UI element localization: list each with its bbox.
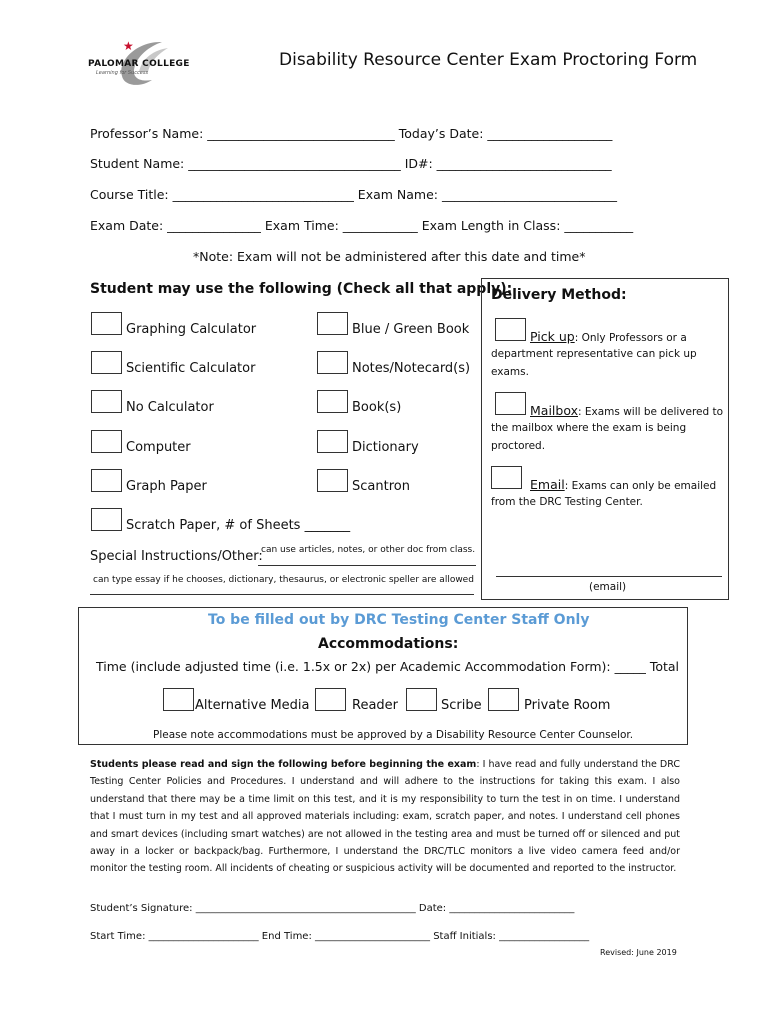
mailbox-text-b: the mailbox where the exam is being (491, 422, 687, 434)
email-caption: (email) (589, 581, 627, 593)
student-use-heading: Student may use the following (Check all that apply): (90, 281, 513, 297)
checkbox-books[interactable] (317, 390, 348, 413)
pickup-text-b: department representative can pick up (491, 348, 697, 360)
logo-name: PALOMAR COLLEGE (88, 59, 190, 69)
staff-only-title: To be filled out by DRC Testing Center Staff Only (208, 612, 590, 628)
checkbox-scantron[interactable] (317, 469, 348, 492)
pickup-text-c: exams. (491, 366, 529, 378)
checkbox-blue-green-book[interactable] (317, 312, 348, 335)
row-student-id[interactable]: Student Name: __________________________________ ID#: ____________________________ (90, 156, 612, 171)
agreement-body: : I have read and fully understand the DRC Testing Center Policies and Procedures. I understand and will adhere to the instructions for taking this exam. I also understand that there may be a time limit on this test, and it is my responsibility to turn the test in on time. I understand that I must turn in my test and all approved materials including: exam, scratch paper, and notes. I understand cell phones and smart devices (including smart watches) are not allowed in the testing area and must be turned off or silenced and put away in a locker or backpack/bag. Furthermore, I understand the DRC/TLC monitors a live video camera feed and/or monitor the testing room. All incidents of cheating or suspicious activity will be documented and reported to the instructor. (90, 759, 680, 875)
agreement-paragraph (90, 756, 680, 878)
mailbox-text-a: : Exams will be delivered to (578, 406, 724, 418)
label-blue-green-book: Blue / Green Book (352, 322, 470, 337)
signature-line[interactable]: Student’s Signature: ____________________________________________ Date: _________________________ (90, 903, 575, 914)
label-no-calculator: No Calculator (126, 400, 214, 415)
logo-tagline: Learning for Success (96, 70, 149, 76)
checkbox-private-room[interactable] (488, 688, 519, 711)
row-course-exam[interactable]: Course Title: _____________________________ Exam Name: ____________________________ (90, 187, 617, 202)
checkbox-reader[interactable] (315, 688, 346, 711)
revised-date: Revised: June 2019 (600, 948, 677, 957)
label-alternative-media: Alternative Media (195, 698, 310, 713)
pickup-text-a: : Only Professors or a (574, 332, 687, 344)
checkbox-graph-paper[interactable] (91, 469, 122, 492)
checkbox-computer[interactable] (91, 430, 122, 453)
checkbox-scribe[interactable] (406, 688, 437, 711)
checkbox-dictionary[interactable] (317, 430, 348, 453)
mailbox-label: Mailbox (530, 403, 578, 418)
svg-text:★: ★ (123, 39, 134, 53)
checkbox-graphing-calculator[interactable] (91, 312, 122, 335)
label-private-room: Private Room (524, 698, 611, 713)
special-instructions-underline-1 (258, 565, 476, 566)
label-computer: Computer (126, 440, 191, 455)
delivery-heading: Delivery Method: (491, 287, 627, 303)
special-instructions-text-1[interactable]: can use articles, notes, or other doc from class. (261, 545, 476, 555)
form-title: Disability Resource Center Exam Proctoring Form (279, 50, 698, 70)
special-instructions-text-2[interactable]: can type essay if he chooses, dictionary, thesaurus, or electronic speller are allowed (93, 575, 474, 585)
label-scratch-paper: Scratch Paper, # of Sheets _______ (126, 518, 351, 533)
email-label: Email (530, 477, 565, 492)
mailbox-option (530, 403, 723, 418)
times-line[interactable]: Start Time: ______________________ End Time: _______________________ Staff Initials: __________________ (90, 931, 590, 942)
checkbox-email[interactable] (491, 466, 522, 489)
row-professor-date[interactable]: Professor’s Name: ______________________________ Today’s Date: ____________________ (90, 126, 613, 141)
label-notes: Notes/Notecard(s) (352, 361, 471, 376)
label-reader: Reader (352, 698, 399, 713)
row-exam-date-time-length[interactable]: Exam Date: _______________ Exam Time: ____________ Exam Length in Class: ___________ (90, 218, 634, 233)
administration-note: *Note: Exam will not be administered after this date and time* (193, 249, 586, 264)
mailbox-text-c: proctored. (491, 440, 546, 452)
checkbox-alternative-media[interactable] (163, 688, 194, 711)
label-scientific-calculator: Scientific Calculator (126, 361, 256, 376)
label-books: Book(s) (352, 400, 402, 415)
checkbox-notes[interactable] (317, 351, 348, 374)
pickup-option (530, 329, 687, 344)
special-instructions-label: Special Instructions/Other: (90, 549, 263, 564)
label-scribe: Scribe (441, 698, 482, 713)
label-dictionary: Dictionary (352, 440, 419, 455)
email-address-line[interactable] (496, 576, 722, 577)
accommodations-approval-note: Please note accommodations must be approved by a Disability Resource Center Counselor. (153, 729, 634, 741)
pickup-label: Pick up (530, 329, 575, 344)
checkbox-scratch-paper[interactable] (91, 508, 122, 531)
label-graph-paper: Graph Paper (126, 479, 207, 494)
email-option (530, 477, 716, 492)
checkbox-pickup[interactable] (495, 318, 526, 341)
agreement-lead: Students please read and sign the following before beginning the exam (90, 759, 477, 770)
email-text-a: : Exams can only be emailed (564, 480, 717, 492)
checkbox-no-calculator[interactable] (91, 390, 122, 413)
special-instructions-underline-2 (90, 594, 474, 595)
checkbox-scientific-calculator[interactable] (91, 351, 122, 374)
email-text-b: from the DRC Testing Center. (491, 496, 643, 508)
label-scantron: Scantron (352, 479, 410, 494)
label-graphing-calculator: Graphing Calculator (126, 322, 257, 337)
accommodations-heading: Accommodations: (318, 636, 459, 652)
checkbox-mailbox[interactable] (495, 392, 526, 415)
time-accommodation-line[interactable]: Time (include adjusted time (i.e. 1.5x or 2x) per Academic Accommodation Form): _____ Total (96, 659, 680, 674)
